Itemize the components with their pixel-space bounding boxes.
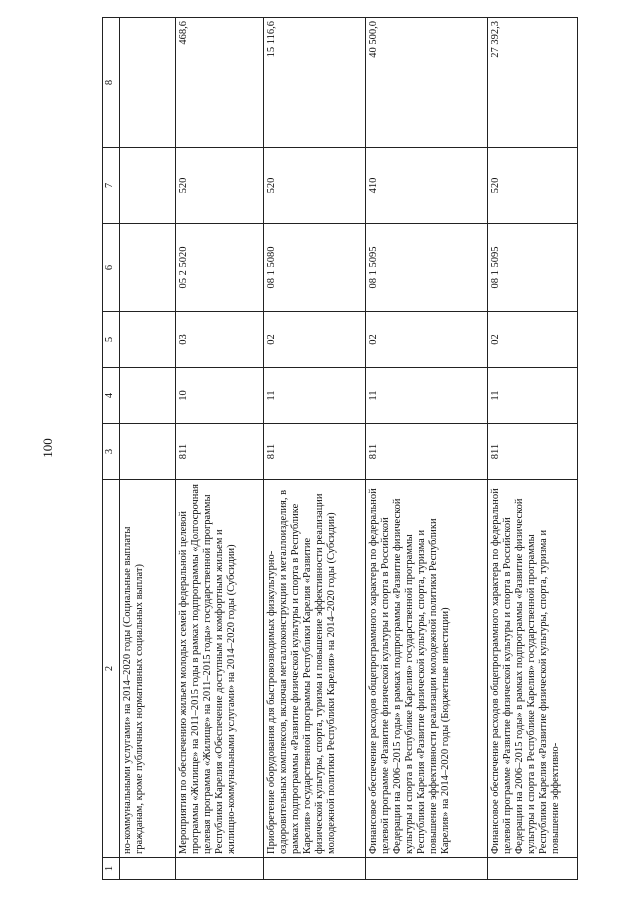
cell-target-article: 08 1 5080 bbox=[264, 224, 366, 312]
cell-description: Финансовое обеспечение расходов общепрограммного характера по федеральной целевой программе «Развитие физической культуры и спорта в Российской Федерации на 2006–2015 годы» в рамках подпрограммы «Развитие физической культуры и спорта в Республике Карелия» государственной программы Республики Карелия «Развитие физической культуры, спорта, туризма и повышение эффективно- bbox=[488, 480, 578, 858]
cell-ministry-code bbox=[120, 424, 176, 480]
cell-target-article: 05 2 5020 bbox=[176, 224, 264, 312]
cell-expense-type: 410 bbox=[366, 148, 488, 224]
cell-target-article bbox=[120, 224, 176, 312]
cell-expense-type: 520 bbox=[176, 148, 264, 224]
cell-index bbox=[366, 858, 488, 880]
cell-description: Финансовое обеспечение расходов общепрограммного характера по федеральной целевой программе «Развитие физической культуры и спорта в Российской Федерации на 2006–2015 годы» в рамках подпрограммы «Развитие физической культуры и спорта в Республике Карелия» государственной программы Республики Карелия «Развитие физической культуры, спорта, туризма и повышение эффективности реализации молодежной политики Республики Карелия» на 2014–2020 годы (Бюджетные инвестиции) bbox=[366, 480, 488, 858]
cell-description: Мероприятия по обеспечению жильем молодых семей федеральной целевой программы «Жилище» на 2011–2015 годы в рамках подпрограммы «Долгосрочная целевая программа «Жилище» на 2011–2015 годы» государственной программы Республики Карелия «Обеспечение доступным и комфортным жильем и жилищно-коммунальными услугами» на 2014–2020 годы (Субсидии) bbox=[176, 480, 264, 858]
cell-section: 11 bbox=[264, 368, 366, 424]
table-row bbox=[264, 18, 366, 880]
table-row bbox=[176, 18, 264, 880]
cell-subsection: 03 bbox=[176, 312, 264, 368]
cell-section: 11 bbox=[366, 368, 488, 424]
cell-subsection: 02 bbox=[264, 312, 366, 368]
cell-description: но-коммунальными услугами» на 2014–2020 годы (Социальные выплаты гражданам, кроме публичных нормативных социальных выплат) bbox=[120, 480, 176, 858]
cell-section: 11 bbox=[488, 368, 578, 424]
header-col-2: 2 bbox=[103, 480, 120, 858]
cell-section bbox=[120, 368, 176, 424]
cell-section: 10 bbox=[176, 368, 264, 424]
rotated-table-container bbox=[102, 18, 572, 880]
cell-description: Приобретение оборудования для быстровозводимых физкультурно-оздоровительных комплексов, включая металлоконструкции и металлоизделия, в рамках подпрограммы «Развитие физической культуры и спорта в Республике Карелия» государственной программы Республики Карелия «Развитие физической культуры, спорта, туризма и повышение эффективности реализации молодежной политики Республики Карелия» на 2014–2020 годы (Субсидии) bbox=[264, 480, 366, 858]
header-col-6: 6 bbox=[103, 224, 120, 312]
cell-index bbox=[488, 858, 578, 880]
cell-subsection: 02 bbox=[366, 312, 488, 368]
cell-index bbox=[176, 858, 264, 880]
page-number: 100 bbox=[40, 438, 55, 458]
header-col-8: 8 bbox=[103, 18, 120, 148]
cell-expense-type: 520 bbox=[264, 148, 366, 224]
budget-table bbox=[102, 17, 578, 880]
table-row bbox=[488, 18, 578, 880]
header-col-1: 1 bbox=[103, 858, 120, 880]
cell-target-article: 08 1 5095 bbox=[488, 224, 578, 312]
header-col-4: 4 bbox=[103, 368, 120, 424]
cell-ministry-code: 811 bbox=[176, 424, 264, 480]
cell-expense-type: 520 bbox=[488, 148, 578, 224]
cell-ministry-code: 811 bbox=[366, 424, 488, 480]
cell-amount: 468,6 bbox=[176, 18, 264, 148]
cell-subsection bbox=[120, 312, 176, 368]
cell-index bbox=[264, 858, 366, 880]
header-col-7: 7 bbox=[103, 148, 120, 224]
table-row bbox=[120, 18, 176, 880]
cell-amount: 15 116,6 bbox=[264, 18, 366, 148]
table-row bbox=[366, 18, 488, 880]
cell-expense-type bbox=[120, 148, 176, 224]
table-region bbox=[90, 0, 640, 905]
cell-amount bbox=[120, 18, 176, 148]
cell-ministry-code: 811 bbox=[488, 424, 578, 480]
table-header-row bbox=[103, 18, 120, 880]
header-col-5: 5 bbox=[103, 312, 120, 368]
header-col-3: 3 bbox=[103, 424, 120, 480]
cell-amount: 40 500,0 bbox=[366, 18, 488, 148]
cell-ministry-code: 811 bbox=[264, 424, 366, 480]
cell-target-article: 08 1 5095 bbox=[366, 224, 488, 312]
cell-amount: 27 392,3 bbox=[488, 18, 578, 148]
cell-index bbox=[120, 858, 176, 880]
cell-subsection: 02 bbox=[488, 312, 578, 368]
